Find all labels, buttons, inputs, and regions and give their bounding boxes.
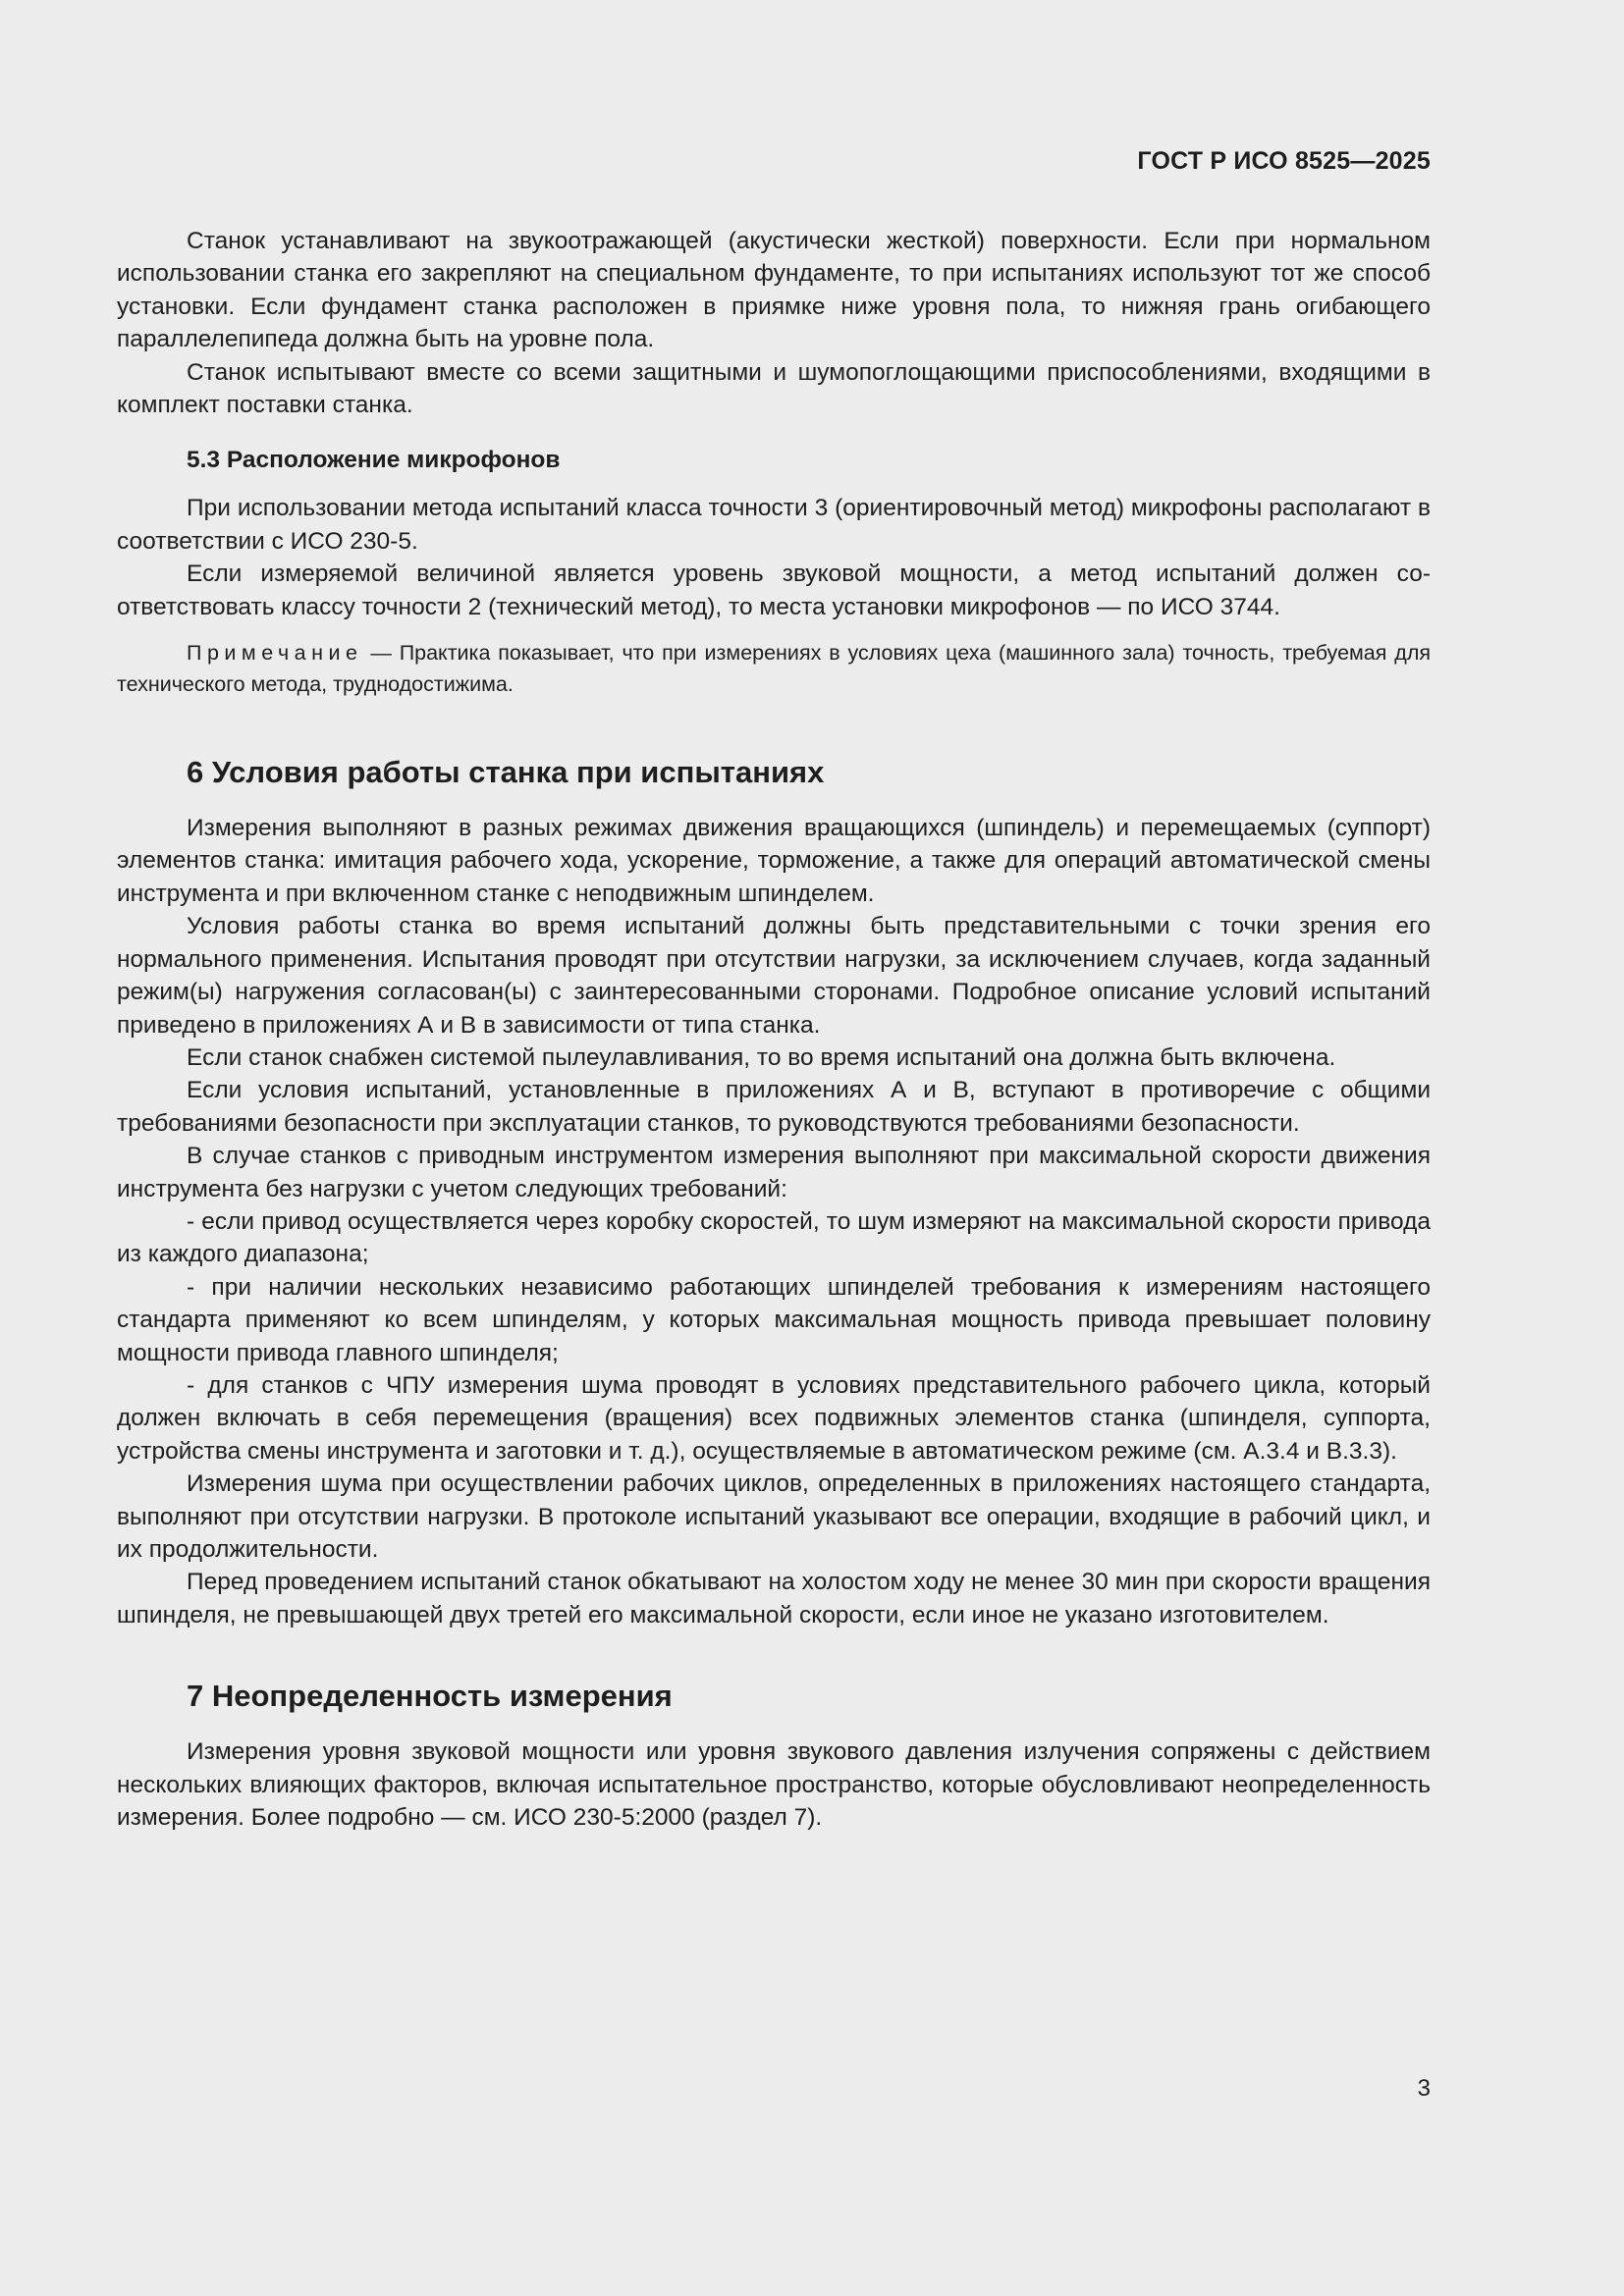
section-6-paragraph-4: Если условия испытаний, установленные в приложениях А и В, вступают в противоречие с общими требованиями безопасности при эксплуатации станков, то руководствуются требованиями безопасности. (117, 1077, 1431, 1137)
section-6-paragraph-5: В случае станков с приводным инструментом измерения выполняют при максимальной скорости движения инструмента без нагрузки с учетом следующих требований: (117, 1143, 1431, 1202)
section-6-paragraph-6: Измерения шума при осуществлении рабочих циклов, определенных в приложениях настоящего стандарта, выполняют при отсутствии нагрузки. В протоколе испытаний указывают все операции, входящие в рабочий цикл, и их продолжительности. (117, 1470, 1431, 1563)
document-body (117, 225, 1431, 1834)
section-6-paragraph-7: Перед проведением испытаний станок обкатывают на холостом ходу не менее 30 мин при скорости вращения шпинделя, не превышающей двух третей его максимальной скорости, если иное не указано изготовителем. (117, 1569, 1431, 1629)
note-dash: — (362, 641, 400, 666)
section-5-3-paragraph-1: При использовании метода испытаний класса точности 3 (ориентировочный метод) микрофоны располагают в соответствии с ИСО 230-5. (117, 495, 1431, 555)
section-6-list-item-2: - при наличии нескольких независимо работающих шпинделей требования к измерениям настоящего стандарта применяют ко всем шпинделям, у которых максимальная мощность привода превышает половину мощности привода главного шпинделя; (117, 1273, 1431, 1366)
section-6-paragraph-2: Условия работы станка во время испытаний должны быть представительными с точки зрения его нормального применения. Испытания проводят при отсутствии нагрузки, за исключением случаев, когда заданный режим(ы) нагружения согласован(ы) с заинтересованными сторонами. Подробное описание условий испытаний приведено в приложениях А и В в зависимости от типа станка. (117, 913, 1431, 1039)
note-text: Практика показывает, что при измерениях в условиях цеха (машинного зала) точность, требуемая для технического метода, труднодостижима. (117, 641, 1432, 697)
section-6-paragraph-3: Если станок снабжен системой пылеулавливания, то во время испытаний она должна быть включена. (187, 1043, 1336, 1071)
section-6-paragraph-1: Измерения выполняют в разных режимах движения вращающихся (шпиндель) и перемещаемых (суппорт) элементов станка: имитация рабочего хода, ускорение, торможение, а также для операций автоматической смены инструмента и при включенном станке с неподвижным шпинделем. (117, 815, 1431, 907)
section-5-3-title: 5.3 Расположение микрофонов (187, 447, 561, 474)
section-6-title: 6 Условия работы станка при испытаниях (187, 755, 825, 790)
intro-paragraph-1: Станок устанавливают на звукоотражающей (акустически жесткой) поверхности. Если при нормальном использовании станка его закрепляют на специальном фундаменте, то при испытаниях используют тот же способ установки. Если фундамент станка расположен в приямке ниже уровня пола, то нижняя грань огибающего параллелепипеда должна быть на уровне пола. (117, 228, 1431, 353)
intro-paragraph-2: Станок испытывают вместе со всеми защитными и шумопоглощающими приспособлениями, входящими в комплект поставки станка. (117, 358, 1431, 419)
section-5-3-note (117, 637, 1431, 700)
section-6-list-item-1: - если привод осуществляется через коробку скоростей, то шум измеряют на максимальной скорости привода из каждого диапазона; (117, 1207, 1431, 1268)
section-7-title: 7 Неопределенность измерения (187, 1679, 673, 1714)
section-5-3-paragraph-2: Если измеряемой величиной является уровень звуковой мощности, а метод испытаний должен соответствовать классу точности 2 (технический метод), то места установки микрофонов — по ИСО 3744. (117, 561, 1431, 620)
note-label: Примечание (187, 641, 363, 666)
section-7-paragraph-1: Измерения уровня звуковой мощности или уровня звукового давления излучения сопряжены с действием нескольких влияющих факторов, включая испытательное пространство, которые обусловливают неопределенность измерения. Более подробно — см. ИСО 230-5:2000 (раздел 7). (117, 1738, 1431, 1832)
section-6-list-item-3: - для станков с ЧПУ измерения шума проводят в условиях представительного рабочего цикла, который должен включать в себя перемещения (вращения) всех подвижных элементов станка (шпинделя, суппорта, устройства смены инструмента и заготовки и т. д.), осуществляемые в автоматическом режиме (см. А.3.4 и В.3.3). (117, 1371, 1431, 1465)
page-number: 3 (1417, 2075, 1431, 2102)
document-header-id: ГОСТ Р ИСО 8525—2025 (1137, 147, 1431, 175)
document-page (117, 0, 1431, 2296)
